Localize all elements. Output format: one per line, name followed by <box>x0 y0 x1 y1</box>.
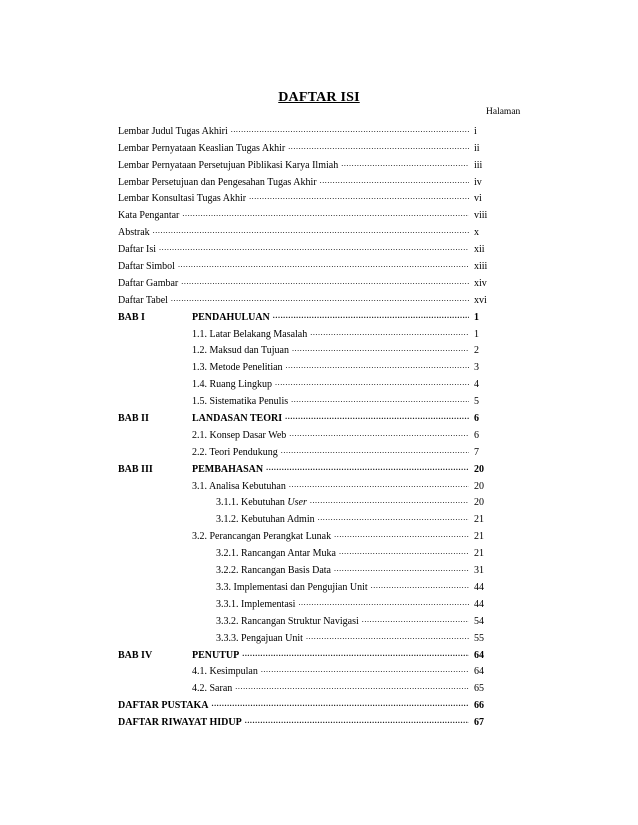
toc-entry-label: Lembar Pernyataan Persetujuan Piblikasi Karya Ilmiah <box>118 159 339 171</box>
toc-entry <box>118 441 508 458</box>
dot-leader <box>334 564 469 574</box>
chapter-number: BAB III <box>118 463 153 475</box>
page-number: 1 <box>474 311 479 323</box>
toc-entry <box>118 323 508 340</box>
toc-entry-label: PEMBAHASAN <box>192 463 264 475</box>
page-number: 1 <box>474 328 479 340</box>
page-number: 4 <box>474 379 479 391</box>
page-number: iv <box>474 176 482 188</box>
page-number: 3 <box>474 362 479 374</box>
dot-leader <box>286 361 469 371</box>
dot-leader <box>318 513 469 523</box>
dot-leader <box>261 665 469 675</box>
toc-entry <box>118 610 508 627</box>
dot-leader <box>362 615 469 625</box>
dot-leader <box>285 412 469 422</box>
toc-entry-label: 2.2. Teori Pendukung <box>192 446 278 458</box>
dot-leader <box>371 581 469 591</box>
dot-leader <box>310 328 469 338</box>
toc-entry <box>118 407 508 424</box>
dot-leader <box>339 547 469 557</box>
page-column-header: Halaman <box>486 107 521 117</box>
toc-entry <box>118 559 508 576</box>
chapter-number: BAB I <box>118 311 145 323</box>
page-number: 66 <box>474 700 484 712</box>
dot-leader <box>289 429 469 439</box>
dot-leader <box>159 243 469 253</box>
toc-entry <box>118 390 508 407</box>
toc-entry-label: 4.1. Kesimpulan <box>192 666 258 678</box>
page-number: 20 <box>474 463 484 475</box>
toc-entry <box>118 458 508 475</box>
page-number: 5 <box>474 396 479 408</box>
toc-entry-label: 3.3.3. Pengajuan Unit <box>216 632 303 644</box>
dot-leader <box>211 699 469 709</box>
toc-entry <box>118 542 508 559</box>
toc-entry-label: DAFTAR RIWAYAT HIDUP <box>118 717 242 729</box>
dot-leader <box>306 632 469 642</box>
toc-entry <box>118 221 508 238</box>
dot-leader <box>275 378 469 388</box>
toc-entry <box>118 238 508 255</box>
toc-entry <box>118 137 508 154</box>
toc-entry <box>118 593 508 610</box>
dot-leader <box>171 294 469 304</box>
toc-entry <box>118 711 508 728</box>
chapter-number: BAB II <box>118 413 149 425</box>
page-number: xii <box>474 244 485 256</box>
toc-entry <box>118 525 508 542</box>
page-number: 64 <box>474 666 484 678</box>
dot-leader <box>153 226 469 236</box>
page-number: 21 <box>474 514 484 526</box>
page-number: 6 <box>474 413 479 425</box>
toc-entry <box>118 154 508 171</box>
toc-entry <box>118 508 508 525</box>
dot-leader <box>231 125 469 135</box>
toc-entry-label: Lembar Persetujuan dan Pengesahan Tugas Akhir <box>118 176 317 188</box>
toc-entry-label: Daftar Simbol <box>118 261 175 273</box>
dot-leader <box>273 311 469 321</box>
toc-entry <box>118 289 508 306</box>
toc-entry <box>118 340 508 357</box>
toc-entry-label: Abstrak <box>118 227 150 239</box>
toc-entry <box>118 356 508 373</box>
page-number: 21 <box>474 548 484 560</box>
page-number: xiv <box>474 277 487 289</box>
toc-entry-label: 1.5. Sistematika Penulis <box>192 396 289 408</box>
dot-leader <box>281 446 469 456</box>
toc-entry-label: LANDASAN TEORI <box>192 413 283 425</box>
page-number: 64 <box>474 649 484 661</box>
toc-entry <box>118 120 508 137</box>
chapter-number: BAB IV <box>118 649 153 661</box>
toc-entry-label: 3.2.2. Rancangan Basis Data <box>216 565 331 577</box>
toc-entry <box>118 661 508 678</box>
page-number: 20 <box>474 497 484 509</box>
dot-leader <box>235 682 469 692</box>
dot-leader <box>291 395 469 405</box>
toc-entry-label-emphasis: User <box>287 497 307 509</box>
toc-entry-label: PENUTUP <box>192 649 240 661</box>
toc-entry-label: 3.2.1. Rancangan Antar Muka <box>216 548 336 560</box>
dot-leader <box>266 463 469 473</box>
page-number: xiii <box>474 261 488 273</box>
page-title: DAFTAR ISI <box>278 90 360 105</box>
toc-entry-label: Lembar Pernyataan Keaslian Tugas Akhir <box>118 142 286 154</box>
dot-leader <box>310 496 469 506</box>
toc-entry-label: Daftar Isi <box>118 244 157 256</box>
toc-entry <box>118 188 508 205</box>
toc-entry-label: 3.1.2. Kebutuhan Admin <box>216 514 315 526</box>
toc-entry <box>118 373 508 390</box>
page-number: 7 <box>474 446 479 458</box>
page-number: 65 <box>474 683 484 695</box>
dot-leader <box>181 277 469 287</box>
toc-entry <box>118 204 508 221</box>
toc-entry-label: 1.1. Latar Belakang Masalah <box>192 328 308 340</box>
page-number: xvi <box>474 294 487 306</box>
dot-leader <box>334 530 469 540</box>
toc-entry-label: 1.3. Metode Penelitian <box>192 362 283 374</box>
toc-entry <box>118 424 508 441</box>
toc-entry-label: 4.2. Saran <box>192 683 233 695</box>
page-number: ii <box>474 142 480 154</box>
page-number: iii <box>474 159 483 171</box>
toc-entry <box>118 272 508 289</box>
page-number: 54 <box>474 615 484 627</box>
dot-leader <box>178 260 469 270</box>
page-number: 20 <box>474 480 484 492</box>
toc-entry-label: 3.3.2. Rancangan Struktur Navigasi <box>216 615 359 627</box>
page-number: 31 <box>474 565 484 577</box>
toc-entry <box>118 644 508 661</box>
dot-leader <box>182 209 469 219</box>
page-number: viii <box>474 210 488 222</box>
page-number: 6 <box>474 429 479 441</box>
toc-entry-label: 3.1. Analisa Kebutuhan <box>192 480 286 492</box>
toc-entry-label: 2.1. Konsep Dasar Web <box>192 429 287 441</box>
toc-entry <box>118 475 508 492</box>
toc-entry-label: PENDAHULUAN <box>192 311 270 323</box>
dot-leader <box>289 480 469 490</box>
dot-leader <box>320 176 469 186</box>
dot-leader <box>298 598 469 608</box>
toc-entry-label: 3.2. Perancangan Perangkat Lunak <box>192 531 332 543</box>
page-number: x <box>474 227 479 239</box>
page-number: 55 <box>474 632 484 644</box>
dot-leader <box>242 649 469 659</box>
dot-leader <box>292 344 469 354</box>
toc-entry-label: Lembar Konsultasi Tugas Akhir <box>118 193 247 205</box>
toc-entry <box>118 255 508 272</box>
toc-entry <box>118 576 508 593</box>
toc-entry-label: Lembar Judul Tugas Akhiri <box>118 125 228 137</box>
page-number: 44 <box>474 598 484 610</box>
dot-leader <box>245 716 469 726</box>
toc-entry-label: 1.2. Maksud dan Tujuan <box>192 345 289 357</box>
toc-entry <box>118 677 508 694</box>
toc-entry <box>118 694 508 711</box>
page-number: 2 <box>474 345 479 357</box>
toc-entry <box>118 627 508 644</box>
dot-leader <box>288 142 469 152</box>
page-number: vi <box>474 193 482 205</box>
toc-entry-label: 3.1.1. Kebutuhan User <box>216 497 307 509</box>
toc-entry <box>118 171 508 188</box>
toc-entry-label: DAFTAR PUSTAKA <box>118 700 209 712</box>
toc-entry-label: Daftar Gambar <box>118 277 179 289</box>
toc-entry-label: 3.3.1. Implementasi <box>216 598 296 610</box>
table-of-contents <box>118 120 508 728</box>
toc-entry <box>118 492 508 509</box>
toc-entry <box>118 306 508 323</box>
page-number: 21 <box>474 531 484 543</box>
toc-entry-label: Kata Pengantar <box>118 210 180 222</box>
toc-entry-label: 1.4. Ruang Lingkup <box>192 379 272 391</box>
dot-leader <box>249 192 469 202</box>
page-number: 67 <box>474 717 484 729</box>
page-number: i <box>474 125 477 137</box>
toc-entry-label: Daftar Tabel <box>118 294 168 306</box>
dot-leader <box>341 159 469 169</box>
toc-entry-label: 3.3. Implementasi dan Pengujian Unit <box>216 581 368 593</box>
page-number: 44 <box>474 581 484 593</box>
